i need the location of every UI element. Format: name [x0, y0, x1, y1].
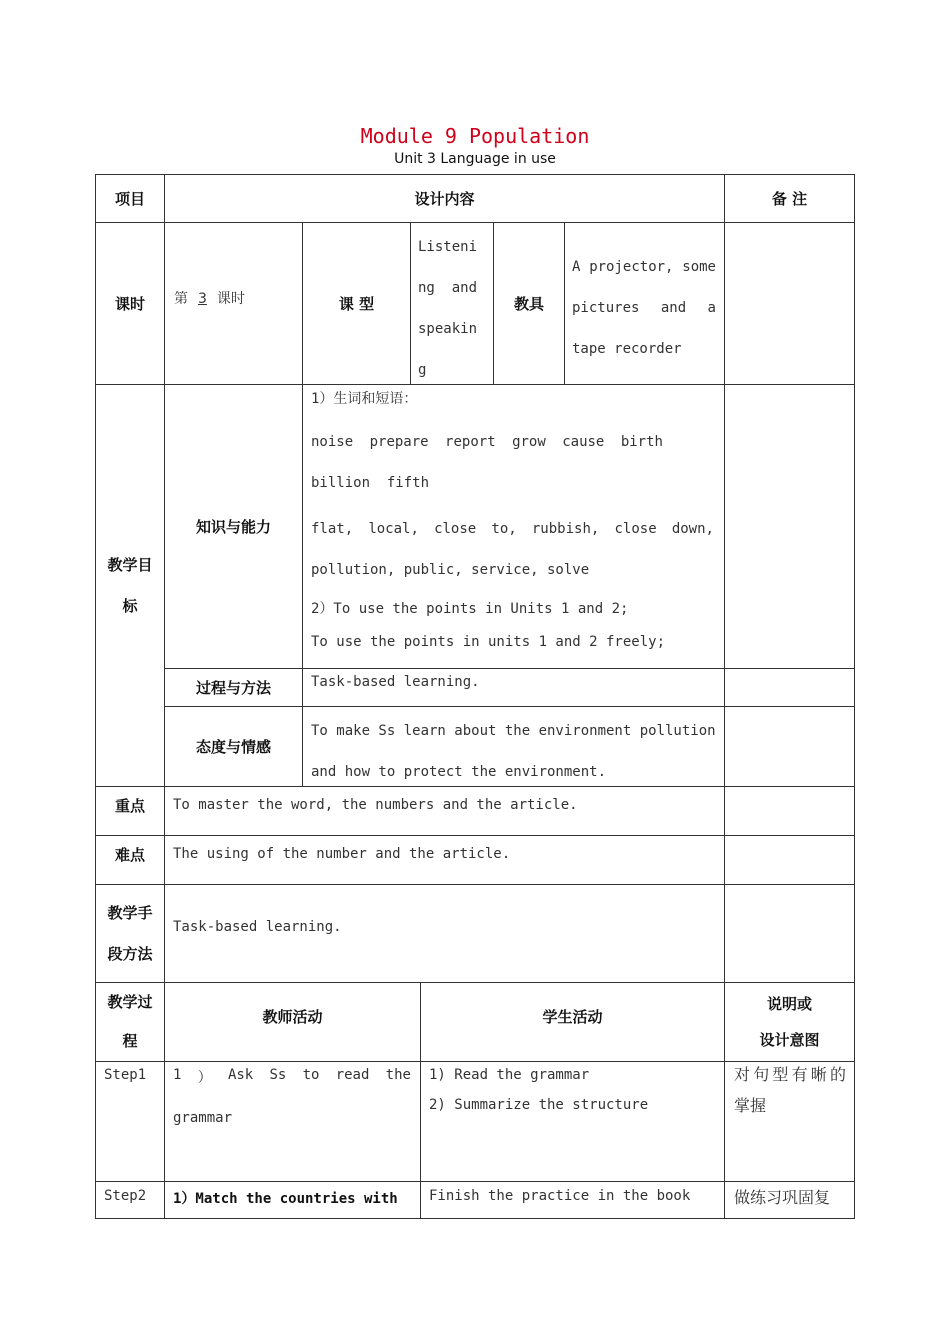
knowledge-label: 知识与能力 — [195, 518, 271, 536]
type-label: 课 型 — [338, 295, 375, 313]
step1-student: 1) Read the grammar 2) Summarize the structure — [429, 1067, 649, 1113]
teacher-activity-header: 教师活动 — [262, 1007, 323, 1026]
key-point-text: To master the word, the numbers and the article. — [173, 797, 578, 813]
type-value: Listeni ng and speakin g — [418, 239, 478, 378]
period-number: 3 — [198, 291, 207, 307]
tools-label: 教具 — [513, 295, 544, 313]
step1-label: Step1 — [104, 1067, 147, 1083]
header-item: 项目 — [114, 190, 145, 208]
tools-value: A projector, some pictures and a tape recorder — [572, 259, 716, 357]
notes-header: 说明或 设计意图 — [759, 995, 820, 1049]
student-activity-header: 学生活动 — [542, 1007, 603, 1026]
step1-note: 对 句 型 有 晰 的 掌握 — [734, 1065, 846, 1115]
period-label: 课时 — [114, 295, 145, 313]
page-subtitle: Unit 3 Language in use — [394, 151, 556, 167]
process-text: Task-based learning. — [311, 674, 480, 690]
attitude-label: 态度与情感 — [195, 738, 271, 756]
header-notes: 备 注 — [771, 190, 808, 208]
difficulty-text: The using of the number and the article. — [173, 846, 511, 862]
header-content: 设计内容 — [414, 190, 475, 208]
page-title: Module 9 Population — [360, 124, 590, 148]
process-label: 过程与方法 — [195, 679, 271, 697]
method-text: Task-based learning. — [173, 919, 342, 935]
method-label: 教学手 段方法 — [107, 903, 153, 963]
step2-label: Step2 — [104, 1188, 147, 1204]
attitude-text: To make Ss learn about the environment pollution and how to protect the environment. — [311, 723, 716, 780]
step1-teacher: 1 ） Ask Ss to read the grammar — [173, 1067, 411, 1126]
step2-teacher: 1）Match the countries with — [173, 1191, 398, 1207]
goals-label: 教学目 标 — [107, 555, 153, 615]
step2-note: 做练习巩固复 — [734, 1188, 831, 1207]
key-point-label: 重点 — [114, 796, 145, 815]
step2-student: Finish the practice in the book — [429, 1188, 691, 1204]
period-value: 第 3 课时 — [174, 291, 245, 307]
process-header-label: 教学过 程 — [107, 993, 153, 1050]
difficulty-label: 难点 — [114, 845, 145, 864]
